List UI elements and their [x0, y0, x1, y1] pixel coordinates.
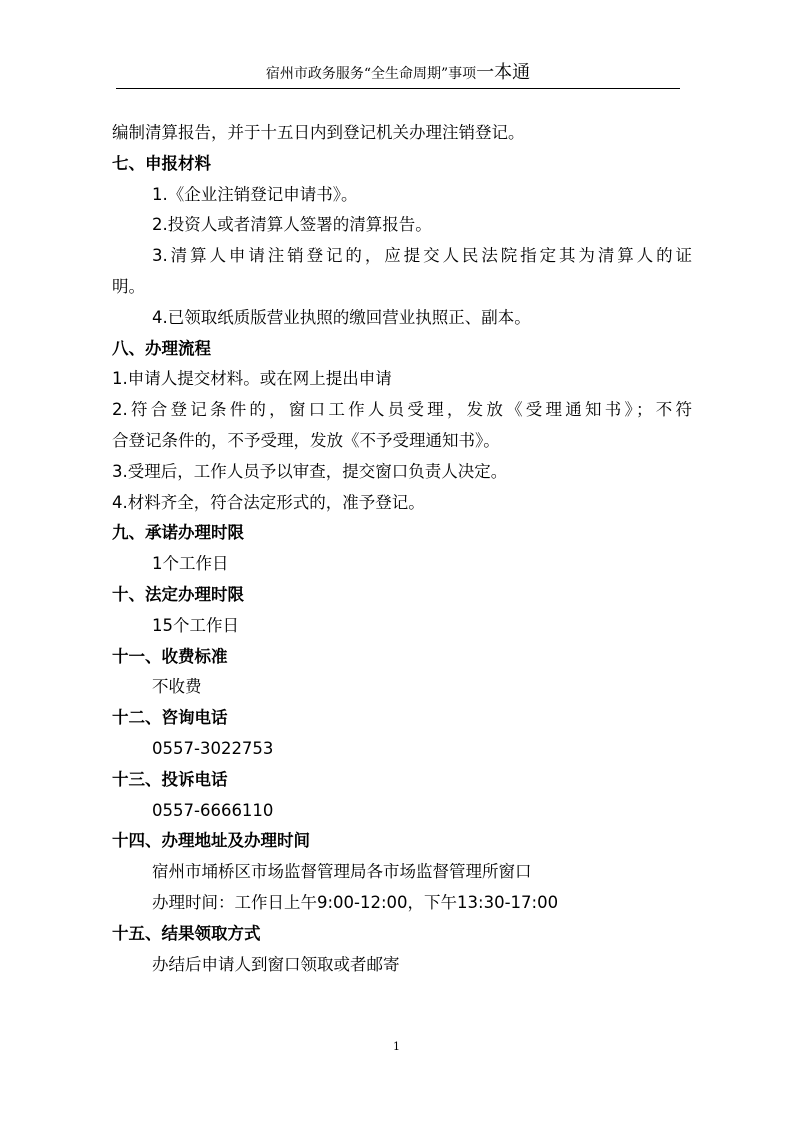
header-title: 宿州市政务服务“全生命周期”事项: [265, 66, 477, 82]
list-item: 2.符合登记条件的，窗口工作人员受理，发放《受理通知书》；不符: [112, 400, 692, 420]
list-item-continued: 明。: [112, 276, 145, 296]
body-text: 1个工作日: [152, 554, 229, 574]
list-item: 1.申请人提交材料。或在网上提出申请: [112, 369, 392, 389]
list-item: 4.材料齐全，符合法定形式的，准予登记。: [112, 492, 425, 512]
list-item: 3.清算人申请注销登记的，应提交人民法院指定其为清算人的证: [152, 246, 692, 266]
section-heading-fees: 十一、收费标准: [112, 646, 228, 666]
body-text: 编制清算报告，并于十五日内到登记机关办理注销登记。: [112, 123, 525, 142]
list-item-continued: 合登记条件的，不予受理，发放《不予受理通知书》。: [112, 430, 500, 450]
body-text: 15个工作日: [152, 615, 239, 635]
section-heading-complaint-phone: 十三、投诉电话: [112, 769, 228, 789]
section-heading-consult-phone: 十二、咨询电话: [112, 708, 228, 728]
section-heading-legal-time: 十、法定办理时限: [112, 584, 244, 604]
body-text: 办结后申请人到窗口领取或者邮寄: [152, 954, 400, 974]
section-heading-address-hours: 十四、办理地址及办理时间: [112, 831, 310, 851]
section-heading-materials: 七、申报材料: [112, 153, 211, 173]
page-number: 1: [393, 1040, 400, 1053]
list-item: 2.投资人或者清算人签署的清算报告。: [152, 215, 432, 235]
header-title-tail: 一本通: [476, 62, 531, 83]
page-header: [116, 58, 680, 89]
phone-number: 0557-3022753: [152, 738, 274, 758]
list-item: 3.受理后，工作人员予以审查，提交窗口负责人决定。: [112, 461, 508, 481]
body-text: 不收费: [152, 677, 202, 697]
section-heading-process: 八、办理流程: [112, 338, 211, 358]
section-heading-promised-time: 九、承诺办理时限: [112, 523, 244, 543]
hours-text: 办理时间：工作日上午9:00-12:00，下午13:30-17:00: [152, 892, 559, 912]
address-text: 宿州市埇桥区市场监督管理局各市场监督管理所窗口: [152, 862, 532, 882]
list-item: 1.《企业注销登记申请书》。: [152, 184, 358, 204]
list-item: 4.已领取纸质版营业执照的缴回营业执照正、副本。: [152, 307, 531, 327]
document-body: [112, 118, 692, 980]
section-heading-result-pickup: 十五、结果领取方式: [112, 923, 261, 943]
phone-number: 0557-6666110: [152, 800, 274, 820]
